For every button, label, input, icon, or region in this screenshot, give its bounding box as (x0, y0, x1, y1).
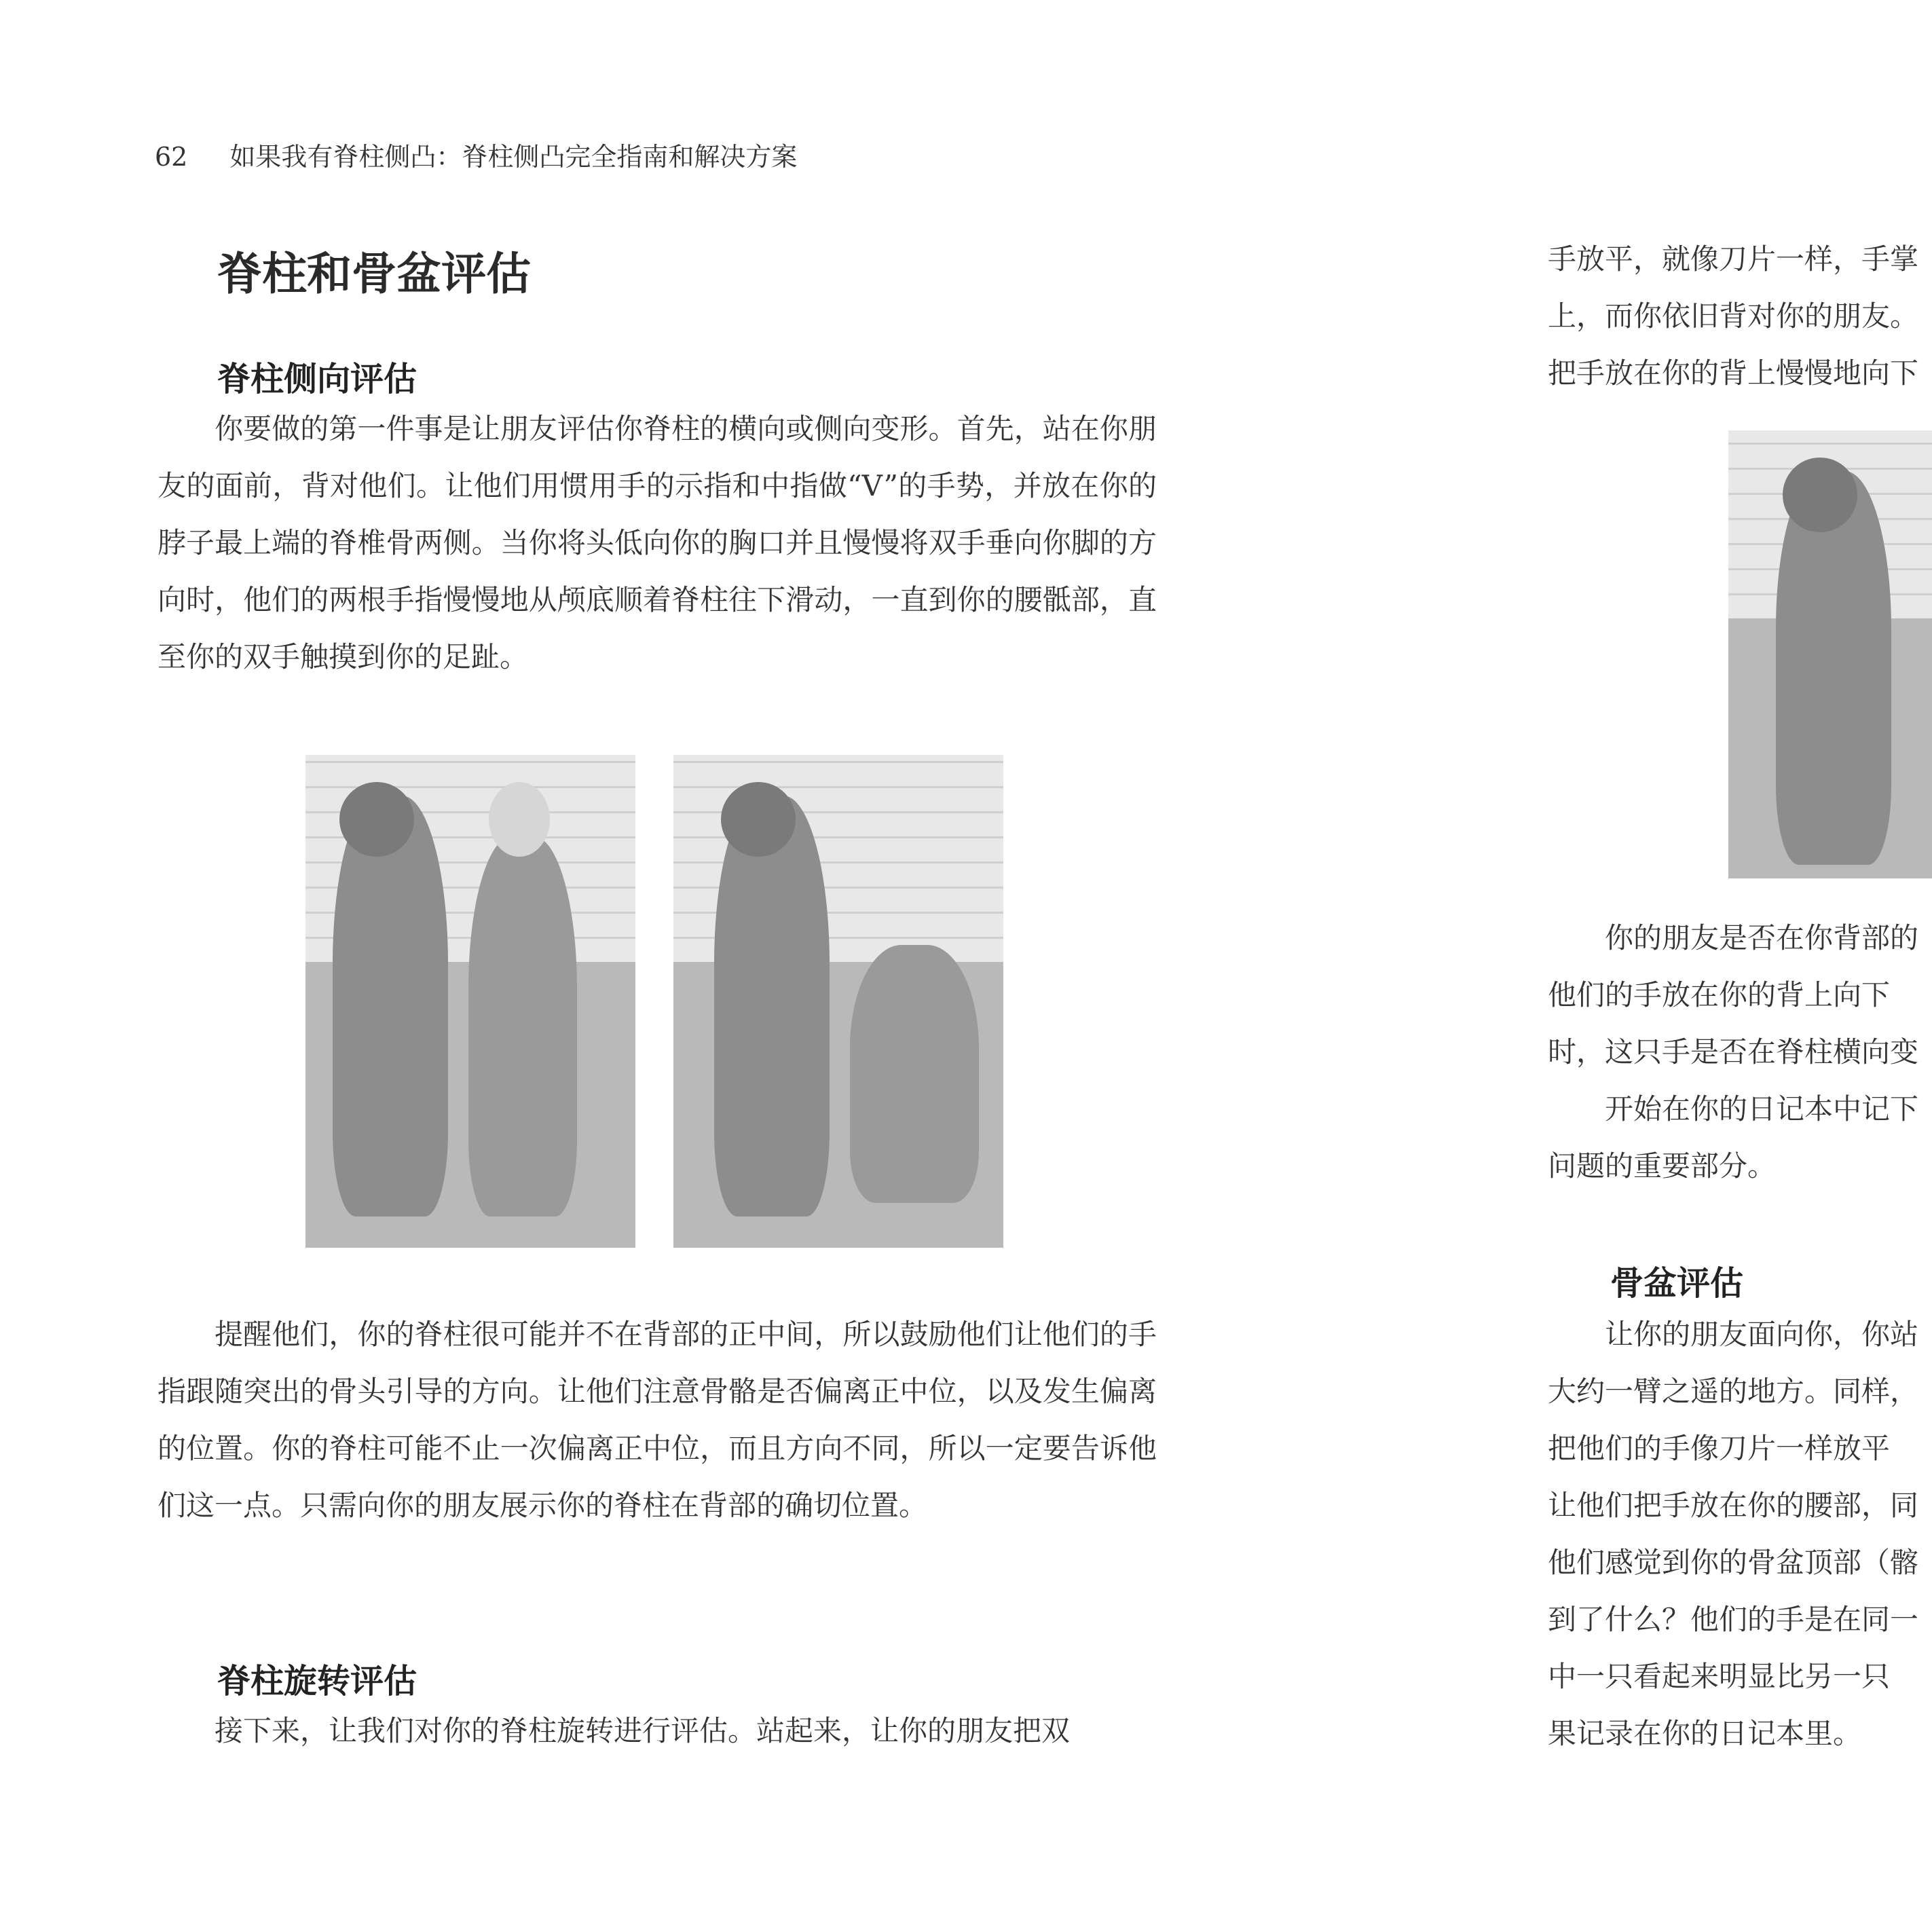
right-line: 到了什么？他们的手是在同一 (1548, 1603, 1919, 1636)
book-title: 如果我有脊柱侧凸：脊柱侧凸完全指南和解决方案 (229, 142, 798, 172)
paragraph-reminder: 提醒他们，你的脊柱很可能并不在背部的正中间，所以鼓励他们让他们的手指跟随突出的骨头引导的方向。让他们注意骨骼是否偏离正中位，以及发生偏离的位置。你的脊柱可能不止一次偏离正中位，而且方向不同，所以一定要告诉他们这一点。只需向你的朋友展示你的脊柱在背部的确切位置。 (157, 1318, 1157, 1522)
right-line: 中一只看起来明显比另一只 (1548, 1660, 1891, 1693)
page-number: 62 (155, 142, 188, 172)
right-line: 你的朋友是否在你背部的 (1548, 921, 1919, 954)
right-line: 果记录在你的日记本里。 (1548, 1717, 1862, 1750)
section-title: 脊柱和骨盆评估 (217, 248, 531, 300)
running-header (155, 136, 797, 173)
facing-page-fragment (1548, 0, 1932, 1932)
photo-rotation-assessment (1728, 430, 1932, 878)
photo-bending-assessment (673, 755, 1003, 1248)
right-line: 问题的重要部分。 (1548, 1149, 1777, 1183)
paragraph-lateral: 你要做的第一件事是让朋友评估你脊柱的横向或侧向变形。首先，站在你朋友的面前，背对他们。让他们用惯用手的示指和中指做“V”的手势，并放在你的脖子最上端的脊椎骨两侧。当你将头低向你的胸口并且慢慢将双手垂向你脚的方向时，他们的两根手指慢慢地从颅底顺着脊柱往下滑动，一直到你的腰骶部，直至你的双手触摸到你的足趾。 (157, 412, 1157, 673)
right-line: 上，而你依旧背对你的朋友。 (1548, 299, 1919, 333)
right-line: 让你的朋友面向你，你站 (1548, 1318, 1919, 1351)
right-line: 他们的手放在你的背上向下 (1548, 978, 1891, 1011)
right-line: 他们感觉到你的骨盆顶部（髂 (1548, 1546, 1919, 1579)
right-line: 大约一臂之遥的地方。同样， (1548, 1375, 1919, 1408)
right-line: 把他们的手像刀片一样放平 (1548, 1432, 1891, 1465)
right-line: 手放平，就像刀片一样，手掌 (1548, 242, 1919, 276)
subheading-pelvis: 骨盆评估 (1610, 1263, 1744, 1303)
photo-standing-assessment (305, 755, 635, 1248)
right-line: 时，这只手是否在脊柱横向变 (1548, 1035, 1919, 1069)
right-line: 开始在你的日记本中记下 (1548, 1092, 1919, 1126)
paragraph-rotation: 接下来，让我们对你的脊柱旋转进行评估。站起来，让你的朋友把双 (157, 1714, 1071, 1747)
subheading-lateral: 脊柱侧向评估 (217, 359, 417, 398)
right-line: 把手放在你的背上慢慢地向下 (1548, 356, 1919, 390)
subheading-rotation: 脊柱旋转评估 (217, 1661, 417, 1701)
right-line: 让他们把手放在你的腰部，同 (1548, 1489, 1919, 1522)
